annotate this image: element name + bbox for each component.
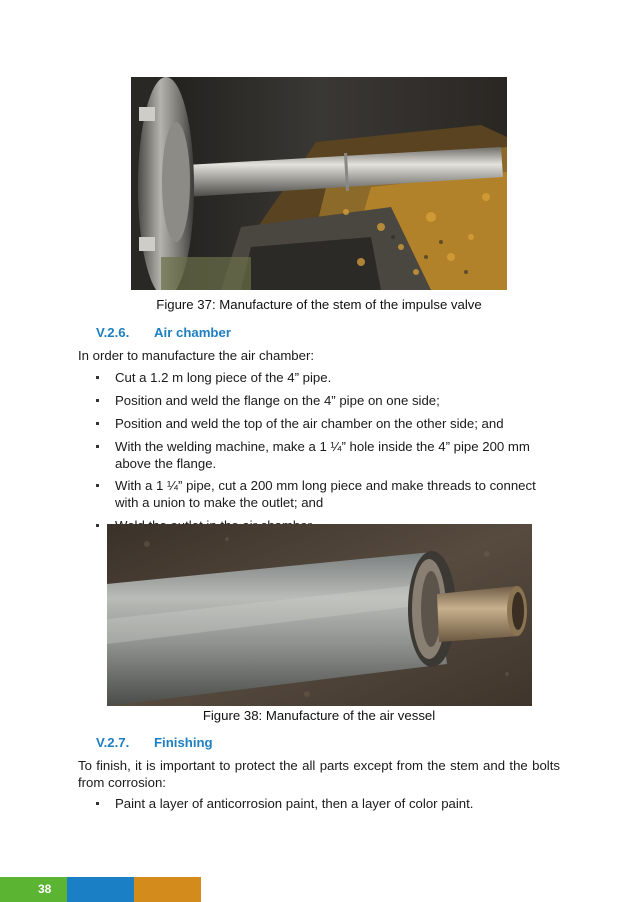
bullet-icon [96, 484, 99, 487]
bullet-icon [96, 376, 99, 379]
bullet-item [96, 439, 560, 472]
section-number: V.2.6. [96, 325, 130, 340]
figure-38-photo [107, 524, 532, 706]
bullet-icon [96, 524, 99, 527]
footer-orange-bar [134, 877, 201, 902]
footer-blue-bar [67, 877, 134, 902]
section-heading-air-chamber [96, 325, 231, 340]
page-number: 38 [38, 882, 52, 896]
bullet-item [96, 416, 560, 433]
bullet-text: With the welding machine, make a 1 ¼” hole inside the 4” pipe 200 mm above the flange. [115, 439, 530, 471]
bullet-text: Position and weld the top of the air chamber on the other side; and [115, 416, 504, 431]
section-number: V.2.7. [96, 735, 130, 750]
bullet-text: With a 1 ¼” pipe, cut a 200 mm long piece and make threads to connect with a union to make the outlet; and [115, 478, 536, 510]
lathe-stem-image [131, 77, 507, 290]
figure-38-caption: Figure 38: Manufacture of the air vessel [202, 708, 436, 723]
bullet-icon [96, 399, 99, 402]
bullet-item [96, 478, 560, 511]
bullet-item [96, 393, 560, 410]
section-title: Finishing [154, 735, 213, 750]
footer-green-bar [0, 877, 67, 902]
finishing-intro: To finish, it is important to protect the all parts except from the stem and the bolts from corrosion: [78, 758, 560, 790]
bullet-text: Cut a 1.2 m long piece of the 4” pipe. [115, 370, 332, 385]
bullet-item [96, 370, 560, 387]
figure-37-caption: Figure 37: Manufacture of the stem of the impulse valve [156, 297, 482, 312]
bullet-icon [96, 802, 99, 805]
section-heading-finishing [96, 735, 213, 750]
air-vessel-image [107, 524, 532, 706]
bullet-text: Position and weld the flange on the 4” pipe on one side; [115, 393, 440, 408]
bullet-icon [96, 445, 99, 448]
figure-37-photo [131, 77, 507, 290]
section-title: Air chamber [154, 325, 231, 340]
air-chamber-intro: In order to manufacture the air chamber: [78, 348, 315, 363]
bullet-icon [96, 422, 99, 425]
bullet-text: Paint a layer of anticorrosion paint, then a layer of color paint. [115, 796, 474, 811]
bullet-item [96, 796, 560, 813]
